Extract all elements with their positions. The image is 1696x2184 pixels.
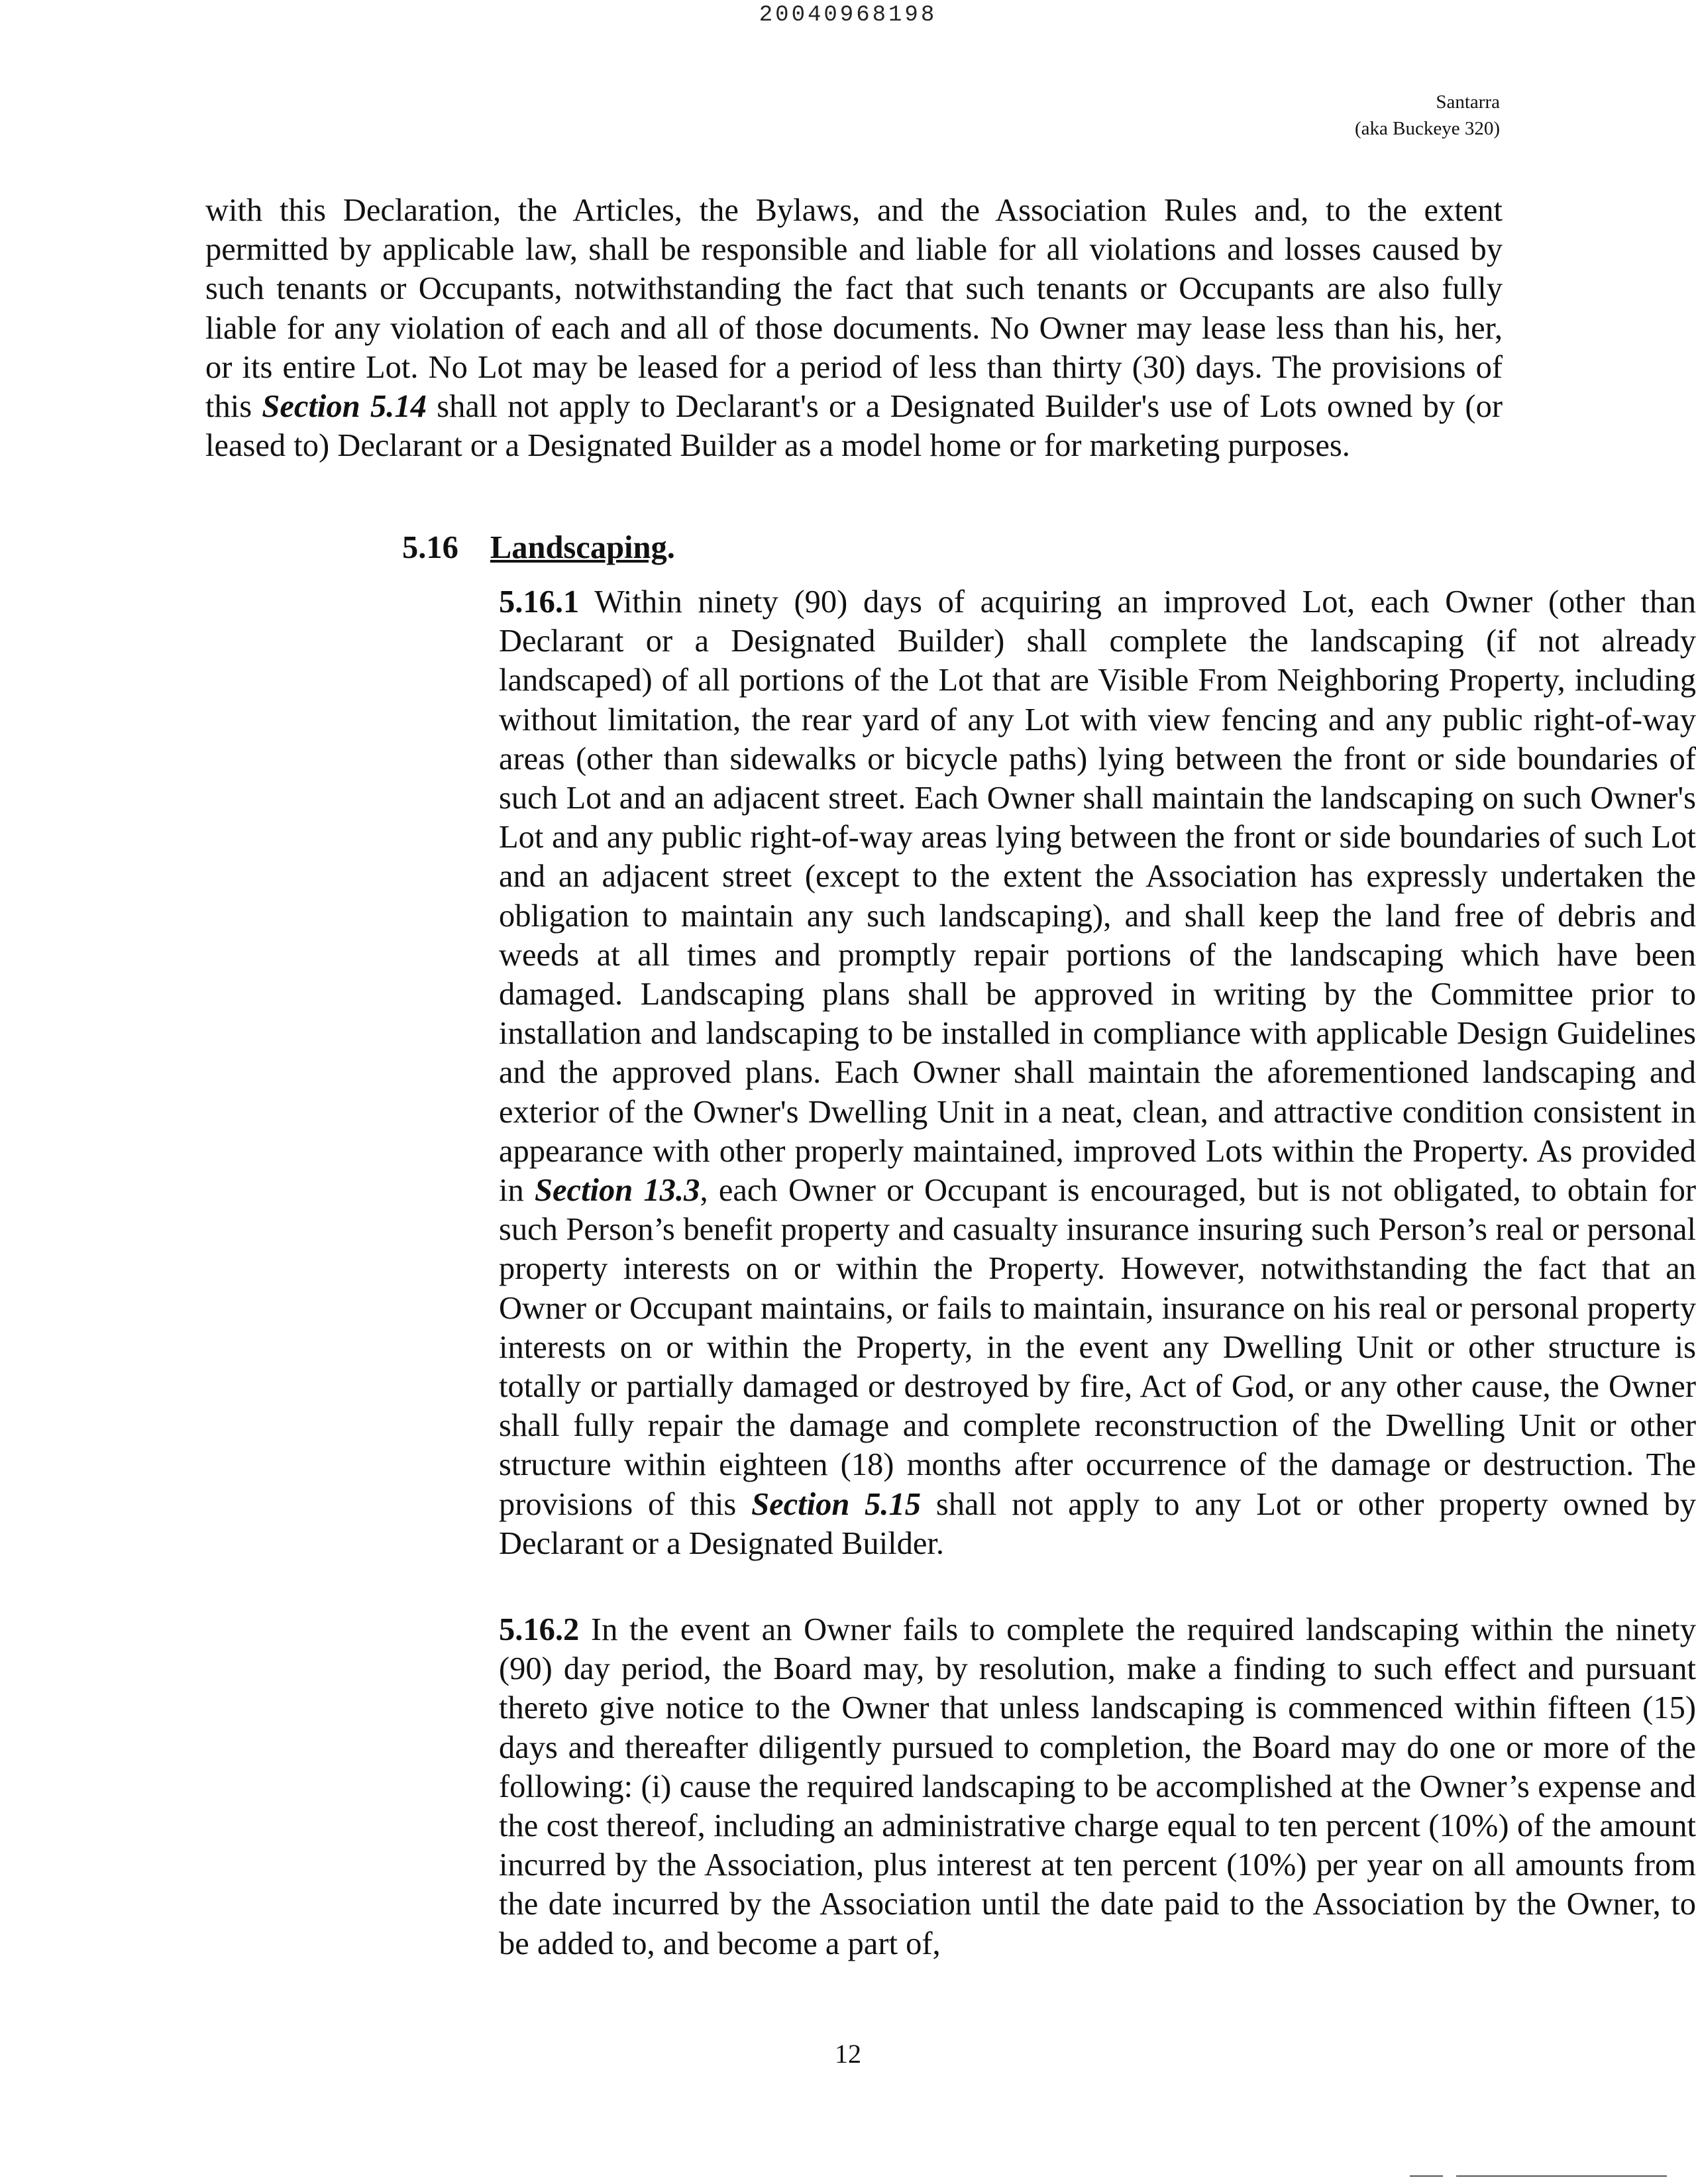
scan-artifact-line xyxy=(1456,2175,1667,2177)
subsection-5-16-2 xyxy=(305,1610,1696,1963)
subsection-number: 5.16.2 xyxy=(499,1612,580,1647)
page-number: 12 xyxy=(835,2039,861,2069)
section-reference: Section 13.3 xyxy=(535,1173,700,1209)
section-reference: Section 5.15 xyxy=(751,1486,922,1522)
running-head-project: Santarra xyxy=(1436,91,1500,113)
scan-artifact-line xyxy=(1410,2175,1443,2177)
subsection-text: shall not apply to any Lot or other property owned by Declarant or a Designated Builder. xyxy=(499,1486,1696,1561)
paragraph-text: with this Declaration, the Articles, the Bylaws, and the Association Rules and, to the extent permitted by applicable law, shall be responsible and liable for all violations and losses caused by such tenants or Occupants, notwithstanding the fact that such tenants or Occupants are also fully liable for any violation of each and all of those documents. No Owner may lease less than his, her, or its entire Lot. No Lot may be leased for a period of less than thirty (30) days. The provisions of this xyxy=(205,193,1503,425)
subsection-5-16-1 xyxy=(305,582,1696,1563)
subsection-text: Within ninety (90) days of acquiring an improved Lot, each Owner (other than Declarant or a Designated Builder) shall complete the landscaping (if not already landscaped) of all portions of the Lot that are Visible From Neighboring Property, including without limitation, the rear yard of any Lot with view fencing and any public right-of-way areas (other than sidewalks or bicycle paths) lying between the front or side boundaries of such Lot and an adjacent street. Each Owner shall maintain the landscaping on such Owner's Lot and any public right-of-way areas lying between the front or side boundaries of such Lot and an adjacent street (except to the extent the Association has expressly undertaken the obligation to maintain any such landscaping), and shall keep the land free of debris and weeds at all times and promptly repair portions of the landscaping which have been damaged. Landscaping plans shall be approved in writing by the Committee prior to installation and landscaping to be installed in compliance with applicable Design Guidelines and the approved plans. Each Owner shall maintain the aforementioned landscaping and exterior of the Owner's Dwelling Unit in a neat, clean, and attractive condition consistent in appearance with other properly maintained, improved Lots within the Property. As provided in xyxy=(499,584,1696,1209)
document-number: 20040968198 xyxy=(759,3,937,28)
subsection-text: , each Owner or Occupant is encouraged, but is not obligated, to obtain for such Person’s benefit property and casualty insurance insuring such Person’s real or personal property interests on or within the Property. However, notwithstanding the fact that an Owner or Occupant maintains, or fails to maintain, insurance on his real or personal property interests on or within the Property, in the event any Dwelling Unit or other structure is totally or partially damaged or destroyed by fire, Act of God, or any other cause, the Owner shall fully repair the damage and complete reconstruction of the Dwelling Unit or other structure within eighteen (18) months after occurrence of the damage or destruction. The provisions of this xyxy=(499,1173,1696,1522)
subsection-text: In the event an Owner fails to complete the required landscaping within the ninety (90) day period, the Board may, by resolution, make a finding to such effect and pursuant thereto give notice to the Owner that unless landscaping is commenced within fifteen (15) days and thereafter diligently pursued to completion, the Board may do one or more of the following: (i) cause the required landscaping to be accomplished at the Owner’s expense and the cost thereof, including an administrative charge equal to ten percent (10%) of the amount incurred by the Association, plus interest at ten percent (10%) per year on all amounts from the date incurred by the Association until the date paid to the Association by the Owner, to be added to, and become a part of, xyxy=(499,1612,1696,1961)
paragraph-text: shall not apply to Declarant's or a Designated Builder's use of Lots owned by (or leased to) Declarant or a Designated Builder as a model home or for marketing purposes. xyxy=(205,389,1503,464)
paragraph-lease-continuation xyxy=(205,191,1503,465)
section-title-period: . xyxy=(666,530,675,565)
section-number: 5.16 xyxy=(402,530,458,565)
section-heading-landscaping xyxy=(402,528,675,567)
running-head xyxy=(1355,89,1500,142)
section-reference: Section 5.14 xyxy=(262,389,427,425)
section-title: Landscaping xyxy=(490,530,667,565)
running-head-aka: (aka Buckeye 320) xyxy=(1354,118,1500,139)
subsection-number: 5.16.1 xyxy=(499,584,580,620)
